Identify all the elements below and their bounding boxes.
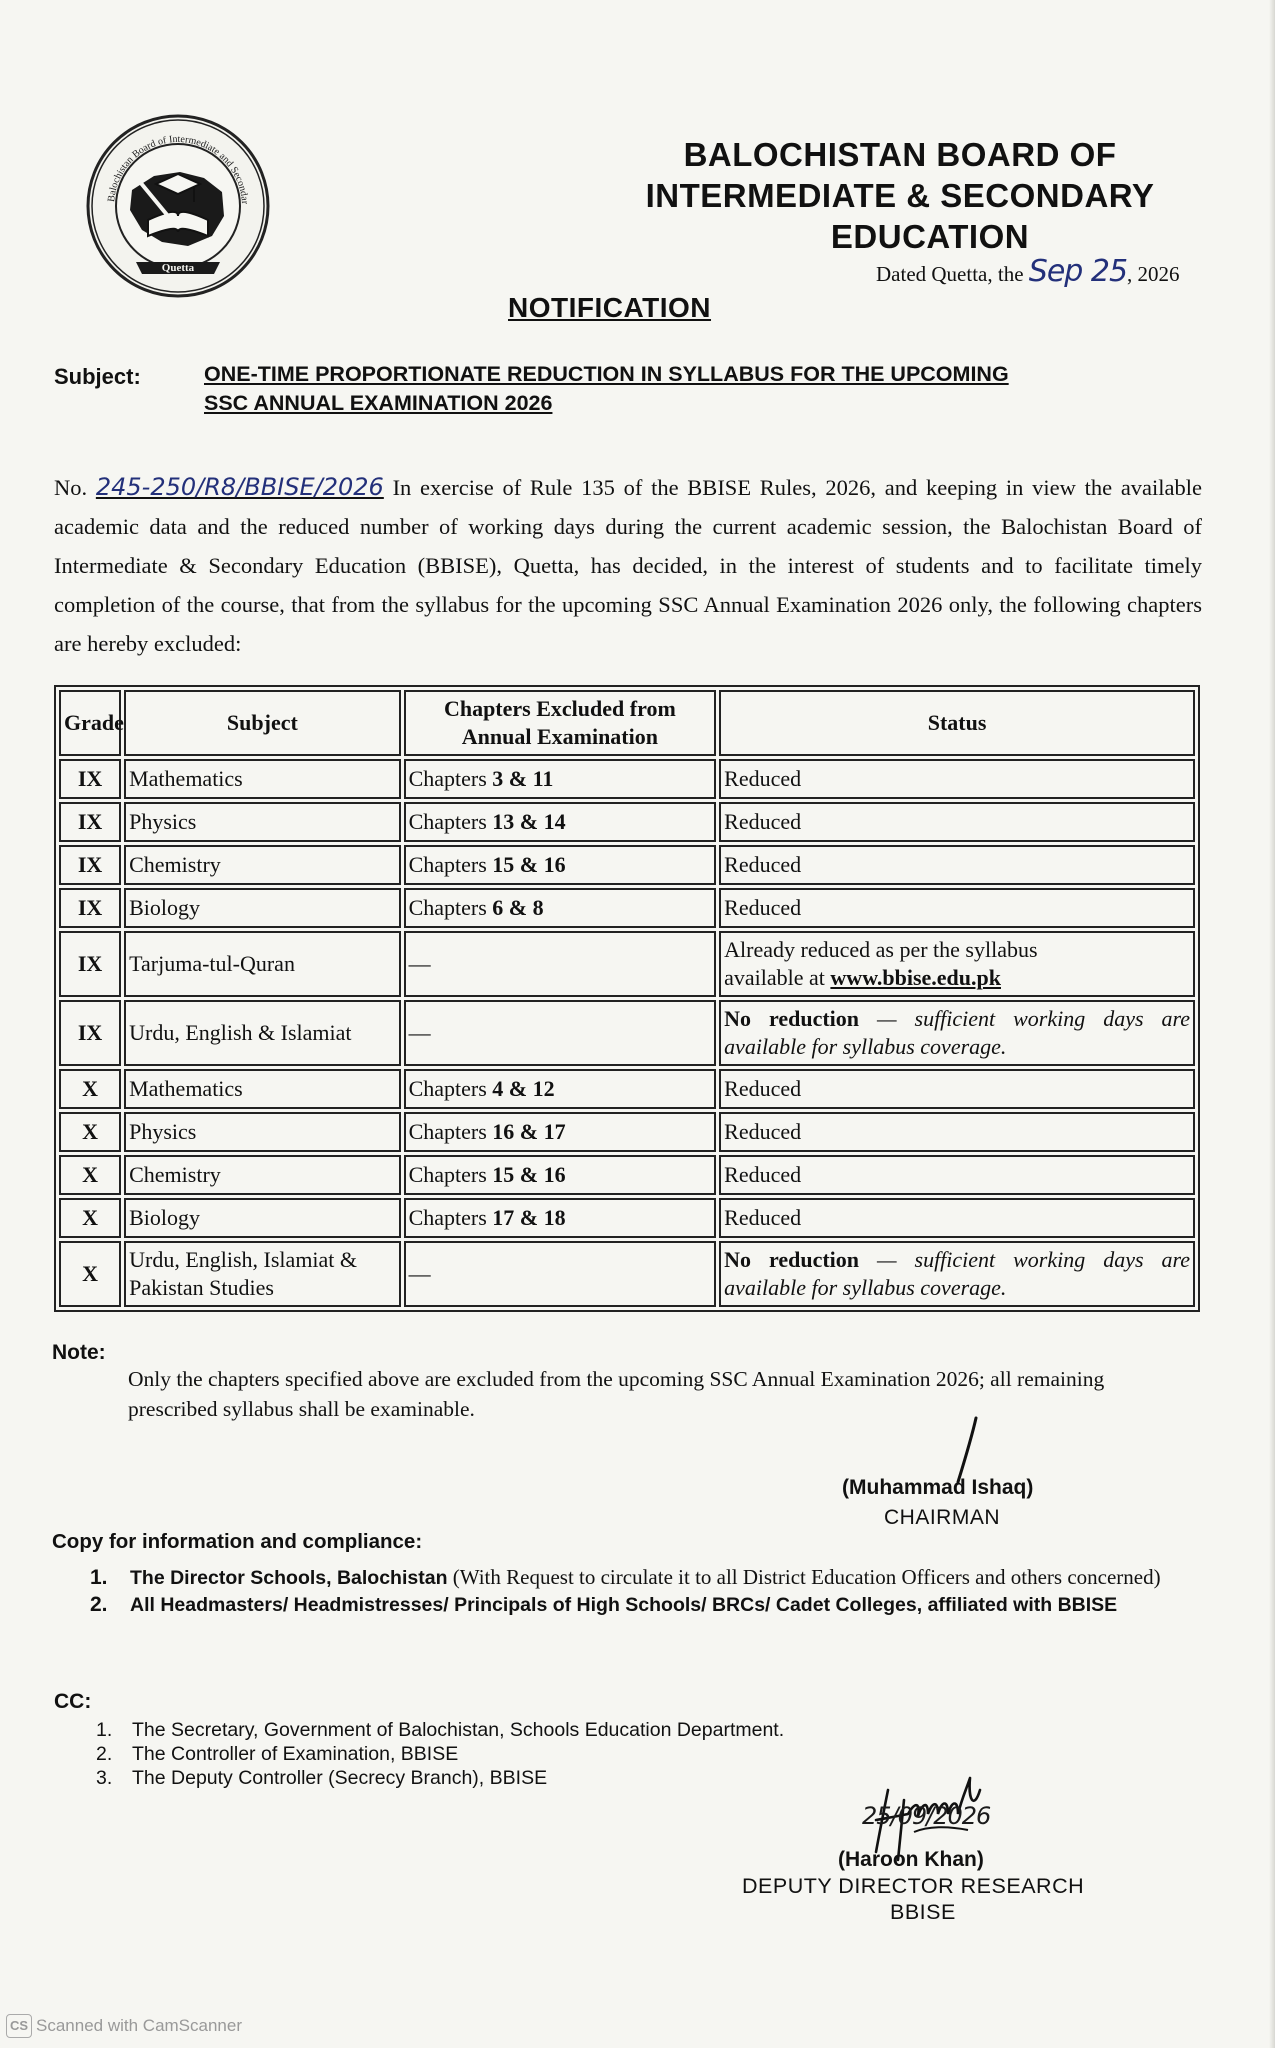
grade-cell: IX	[59, 888, 121, 928]
grade-cell: IX	[59, 845, 121, 885]
chapters-prefix: Chapters	[408, 809, 493, 834]
deputy-director-title: DEPUTY DIRECTOR RESEARCH	[742, 1874, 1085, 1898]
chapters-numbers: 17 & 18	[492, 1205, 566, 1230]
chapters-numbers: 15 & 16	[492, 1162, 566, 1187]
list-text	[130, 1593, 1200, 1617]
note-text: Only the chapters specified above are excluded from the upcoming SSC Annual Examination 2026; all remaining prescribed syllabus shall be examinable.	[128, 1367, 1105, 1421]
list-text	[130, 1566, 1200, 1590]
copy-list	[90, 1566, 1200, 1620]
header-chapters-line1: Chapters Excluded from	[443, 696, 676, 721]
notification-heading: NOTIFICATION	[508, 292, 712, 323]
list-item	[90, 1593, 1200, 1617]
list-item	[90, 1566, 1200, 1590]
list-text-bold: All Headmasters/ Headmistresses/ Principals of High Schools/ BRCs/ Cadet Colleges, affiliated with BBISE	[130, 1594, 1118, 1616]
board-name-line1: BALOCHISTAN BOARD OF	[683, 136, 1117, 173]
grade-cell: X	[59, 1198, 121, 1238]
chapters-cell	[404, 1198, 717, 1238]
subject-cell: Biology	[124, 888, 400, 928]
chapters-numbers: 13 & 14	[492, 809, 566, 834]
chapters-numbers: 15 & 16	[492, 852, 566, 877]
list-number: 2.	[90, 1593, 108, 1616]
status-cell	[719, 1241, 1195, 1307]
dated-line	[876, 254, 1180, 289]
dated-prefix: Dated Quetta, the	[876, 262, 1024, 286]
subject-cell: Mathematics	[124, 1069, 400, 1109]
status-cell	[719, 1000, 1195, 1066]
grade-cell: IX	[59, 759, 121, 799]
status-line2-prefix: available at	[724, 965, 831, 990]
status-line1: Already reduced as per the syllabus	[724, 937, 1038, 962]
seal-city-text: Quetta	[161, 262, 195, 274]
page-edge-shadow	[1269, 0, 1275, 2048]
chapters-cell	[404, 759, 717, 799]
syllabus-link[interactable]: www.bbise.edu.pk	[830, 965, 1001, 990]
status-cell: Reduced	[719, 845, 1195, 885]
list-item	[96, 1718, 956, 1742]
reference-no-handwritten: 245-250/R8/BBISE/2026	[95, 473, 384, 501]
table-row	[59, 1000, 1195, 1066]
list-item	[96, 1742, 956, 1766]
status-bold: No reduction	[724, 1006, 860, 1031]
chapters-cell: —	[404, 931, 717, 997]
status-cell: Reduced	[719, 802, 1195, 842]
status-cell: Reduced	[719, 1069, 1195, 1109]
header-subject: Subject	[124, 690, 400, 756]
chapters-cell	[404, 888, 717, 928]
chairman-title: CHAIRMAN	[884, 1506, 1001, 1529]
chapters-numbers: 4 & 12	[492, 1076, 555, 1101]
status-cell: Reduced	[719, 1155, 1195, 1195]
deputy-director-signature-date: 25/09/2026	[862, 1802, 991, 1830]
board-name-line2: INTERMEDIATE & SECONDARY	[645, 177, 1155, 214]
chapters-cell	[404, 802, 717, 842]
deputy-director-org: BBISE	[890, 1900, 956, 1924]
header-grade: Grade	[59, 690, 121, 756]
chapters-numbers: 6 & 8	[492, 895, 544, 920]
status-cell: Reduced	[719, 1198, 1195, 1238]
deputy-director-name: (Haroon Khan)	[838, 1848, 984, 1871]
grade-cell: X	[59, 1241, 121, 1307]
chapters-numbers: 16 & 17	[492, 1119, 566, 1144]
status-cell: Reduced	[719, 759, 1195, 799]
subject-label: Subject:	[54, 364, 141, 389]
chapters-cell: —	[404, 1241, 717, 1307]
chapters-prefix: Chapters	[408, 852, 493, 877]
table-header-row	[59, 690, 1195, 756]
header-chapters	[404, 690, 717, 756]
dated-year: , 2026	[1127, 262, 1180, 286]
camscanner-icon: CS	[6, 2014, 32, 2038]
cc-list	[96, 1718, 956, 1790]
cc-label: CC:	[54, 1690, 92, 1713]
note-label: Note:	[52, 1341, 106, 1364]
table-row	[59, 931, 1195, 997]
list-text-bold: The Director Schools, Balochistan	[130, 1567, 448, 1589]
subject-cell: Physics	[124, 1112, 400, 1152]
list-text-rest: (With Request to circulate it to all District Education Officers and others concerned)	[447, 1565, 1161, 1589]
subject-line1: ONE-TIME PROPORTIONATE REDUCTION IN SYLLABUS FOR THE UPCOMING	[204, 362, 1009, 386]
subject-cell: Tarjuma-tul-Quran	[124, 931, 400, 997]
table-row	[59, 1241, 1195, 1307]
list-number: 1.	[96, 1719, 113, 1741]
subject-cell: Biology	[124, 1198, 400, 1238]
status-line2	[724, 964, 1190, 992]
grade-cell: X	[59, 1155, 121, 1195]
reference-no-label: No.	[54, 475, 88, 500]
subject-line2: SSC ANNUAL EXAMINATION 2026	[204, 391, 553, 415]
table-row	[59, 1112, 1195, 1152]
chapters-numbers: 3 & 11	[492, 766, 554, 791]
grade-cell: X	[59, 1112, 121, 1152]
grade-cell: IX	[59, 1000, 121, 1066]
grade-cell: X	[59, 1069, 121, 1109]
chapters-prefix: Chapters	[408, 766, 493, 791]
chairman-name: (Muhammad Ishaq)	[842, 1476, 1034, 1499]
table-row	[59, 802, 1195, 842]
status-rest: — sufficient working days are available for syllabus coverage.	[724, 1006, 1190, 1059]
subject-cell: Chemistry	[124, 845, 400, 885]
chapters-cell: —	[404, 1000, 717, 1066]
list-number: 3.	[96, 1767, 113, 1789]
status-cell	[719, 931, 1195, 997]
subject-cell: Chemistry	[124, 1155, 400, 1195]
dated-handwritten: Sep 25	[1028, 254, 1128, 289]
table-row	[59, 1198, 1195, 1238]
table-row	[59, 888, 1195, 928]
excluded-chapters-table	[54, 685, 1200, 1312]
table-row	[59, 1155, 1195, 1195]
status-cell: Reduced	[719, 1112, 1195, 1152]
subject-text	[204, 360, 1184, 418]
list-item	[96, 1766, 956, 1790]
chapters-cell	[404, 1155, 717, 1195]
chapters-prefix: Chapters	[408, 1119, 493, 1144]
status-bold: No reduction	[724, 1247, 860, 1272]
camscanner-watermark	[6, 2014, 242, 2038]
body-paragraph	[54, 468, 1202, 663]
table-row	[59, 1069, 1195, 1109]
chapters-cell	[404, 1112, 717, 1152]
chapters-prefix: Chapters	[408, 895, 493, 920]
chapters-cell	[404, 845, 717, 885]
copy-label: Copy for information and compliance:	[52, 1530, 423, 1553]
subject-cell: Mathematics	[124, 759, 400, 799]
svg-text:Balochistan Board of Intermedi: Balochistan Board of Intermediate and Secondar	[106, 133, 250, 205]
list-number: 2.	[96, 1743, 113, 1765]
body-text: In exercise of Rule 135 of the BBISE Rules, 2026, and keeping in view the available academic data and the reduced number of working days during the current academic session, the Balochistan Board of Intermediate & Secondary Education (BBISE), Quetta, has decided, in the interest of students and to facilitate timely completion of the course, that from the syllabus for the upcoming SSC Annual Examination 2026 only, the following chapters are hereby excluded:	[54, 475, 1203, 656]
status-cell: Reduced	[719, 888, 1195, 928]
list-number: 1.	[90, 1566, 108, 1589]
grade-cell: IX	[59, 802, 121, 842]
board-name	[600, 134, 1200, 257]
subject-cell: Physics	[124, 802, 400, 842]
list-text: The Deputy Controller (Secrecy Branch), BBISE	[132, 1767, 548, 1789]
status-rest: — sufficient working days are available for syllabus coverage.	[724, 1247, 1190, 1300]
chapters-cell	[404, 1069, 717, 1109]
chapters-prefix: Chapters	[408, 1162, 493, 1187]
chapters-prefix: Chapters	[408, 1205, 493, 1230]
table-row	[59, 759, 1195, 799]
table-row	[59, 845, 1195, 885]
chapters-prefix: Chapters	[408, 1076, 493, 1101]
camscanner-text: Scanned with CamScanner	[36, 2016, 243, 2035]
header-chapters-line2: Annual Examination	[461, 724, 658, 749]
list-text: The Secretary, Government of Balochistan, Schools Education Department.	[132, 1719, 785, 1741]
board-seal-logo	[84, 112, 272, 300]
board-name-line3: EDUCATION	[830, 218, 1030, 255]
subject-cell: Urdu, English & Islamiat	[124, 1000, 400, 1066]
list-text: The Controller of Examination, BBISE	[132, 1743, 459, 1765]
header-status: Status	[719, 690, 1195, 756]
subject-cell: Urdu, English, Islamiat & Pakistan Studies	[124, 1241, 400, 1307]
grade-cell: IX	[59, 931, 121, 997]
